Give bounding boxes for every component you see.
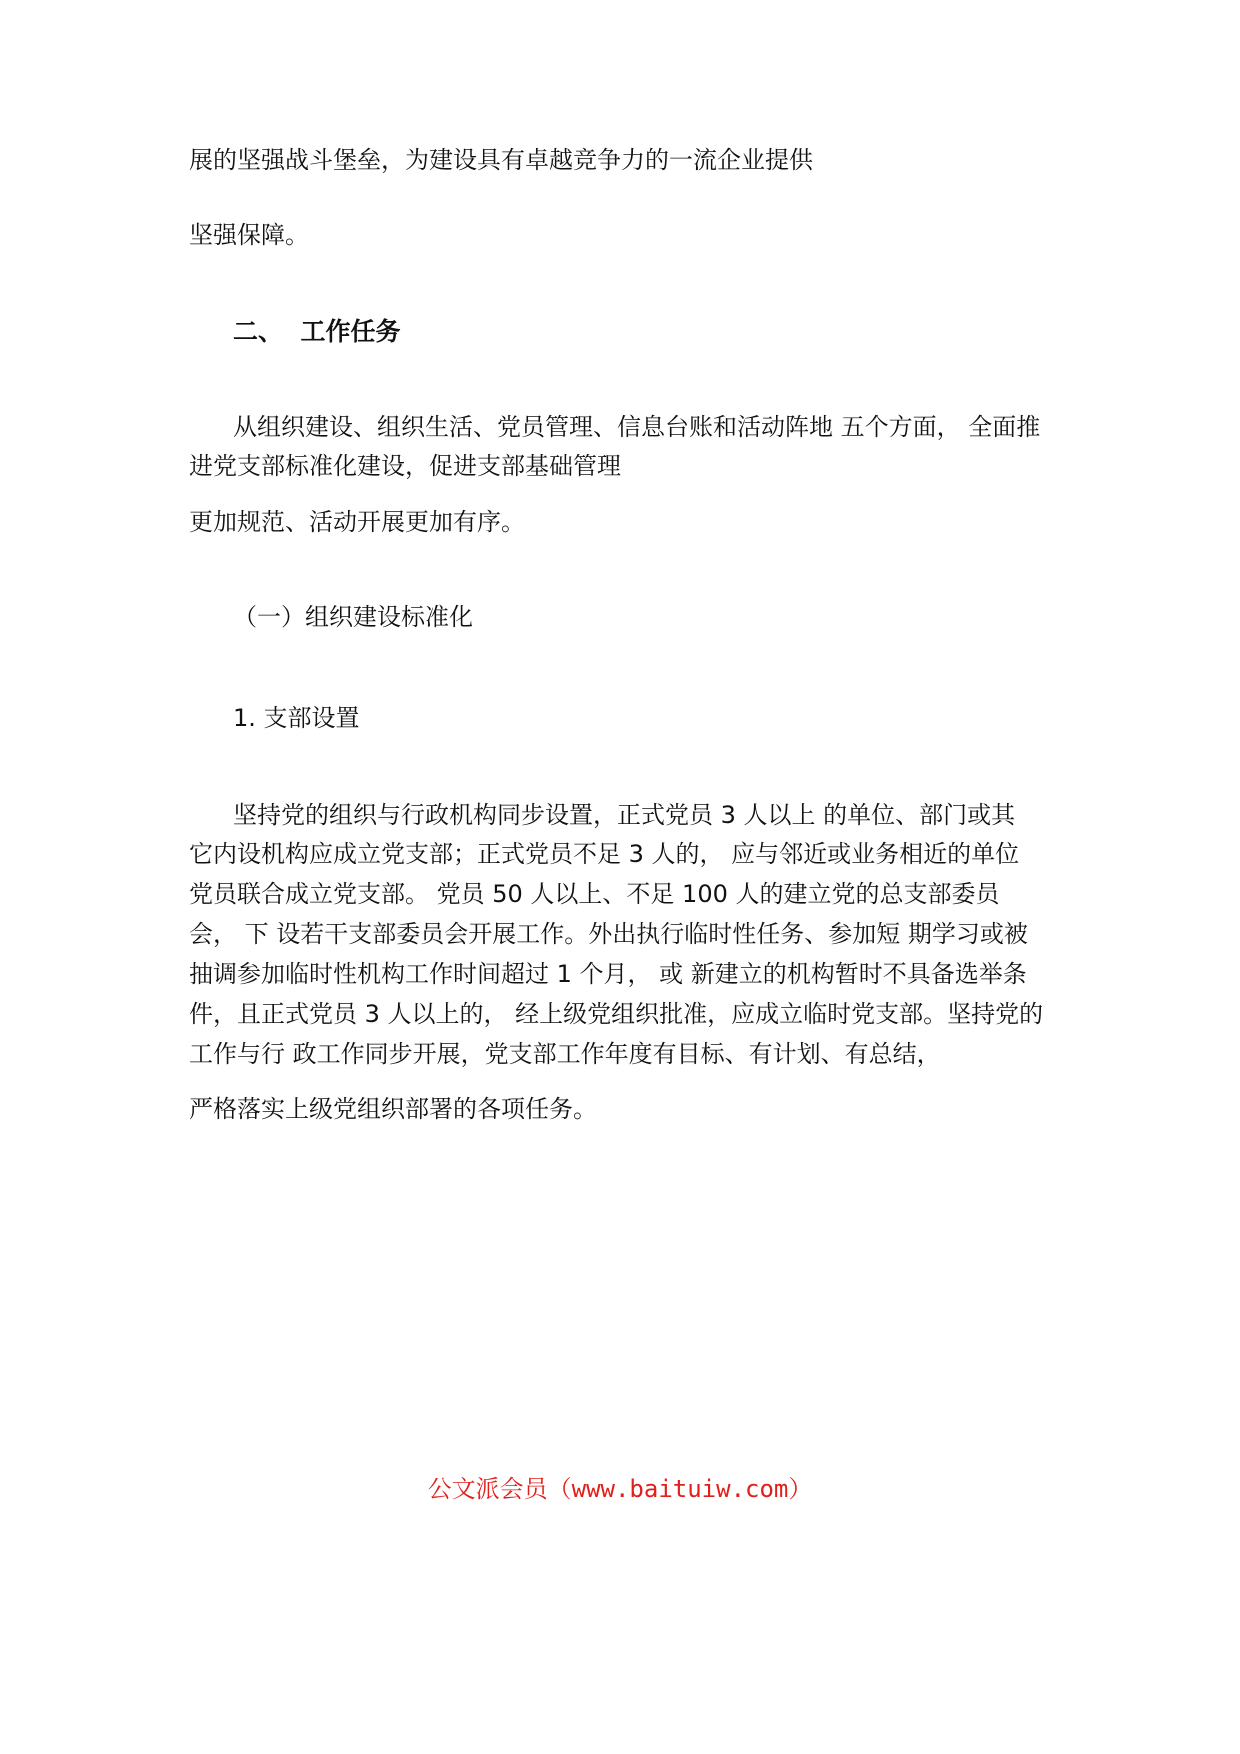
paragraph-3-line-3: 党员联合成立党支部。 党员 50 人以上、不足 100 人的建立党的总支部委员 bbox=[189, 880, 1000, 908]
footer-watermark bbox=[0, 1472, 1240, 1506]
paragraph-3-line-8: 严格落实上级党组织部署的各项任务。 bbox=[189, 1095, 597, 1123]
item-title: 1. 支部设置 bbox=[233, 704, 360, 732]
paragraph-2-line-1: 从组织建设、组织生活、党员管理、信息台账和活动阵地 五个方面， 全面推 bbox=[233, 413, 1041, 441]
paragraph-3-line-6: 件，且正式党员 3 人以上的， 经上级党组织批准，应成立临时党支部。坚持党的 bbox=[189, 1000, 1044, 1028]
paragraph-1-line-1: 展的坚强战斗堡垒，为建设具有卓越竞争力的一流企业提供 bbox=[189, 146, 813, 174]
section-number: 二、 bbox=[233, 317, 284, 346]
subsection-title: （一）组织建设标准化 bbox=[233, 603, 473, 631]
footer-text: 公文派会员（ bbox=[427, 1475, 572, 1503]
paragraph-3-line-4: 会， 下 设若干支部委员会开展工作。外出执行临时性任务、参加短 期学习或被 bbox=[189, 920, 1028, 948]
footer-url[interactable]: www.baituiw.com bbox=[571, 1475, 789, 1503]
paragraph-3-line-2: 它内设机构应成立党支部；正式党员不足 3 人的， 应与邻近或业务相近的单位 bbox=[189, 840, 1020, 868]
paragraph-2-line-2: 进党支部标准化建设，促进支部基础管理 bbox=[189, 452, 621, 480]
paragraph-2-line-3: 更加规范、活动开展更加有序。 bbox=[189, 508, 525, 536]
paragraph-3-line-7: 工作与行 政工作同步开展，党支部工作年度有目标、有计划、有总结， bbox=[189, 1040, 941, 1068]
paragraph-3-line-1: 坚持党的组织与行政机构同步设置，正式党员 3 人以上 的单位、部门或其 bbox=[233, 801, 1016, 829]
section-heading bbox=[233, 315, 400, 349]
paragraph-1-line-2: 坚强保障。 bbox=[189, 221, 309, 249]
section-title: 工作任务 bbox=[300, 317, 401, 346]
footer-close: ） bbox=[788, 1475, 813, 1503]
paragraph-3-line-5: 抽调参加临时性机构工作时间超过 1 个月， 或 新建立的机构暂时不具备选举条 bbox=[189, 960, 1027, 988]
